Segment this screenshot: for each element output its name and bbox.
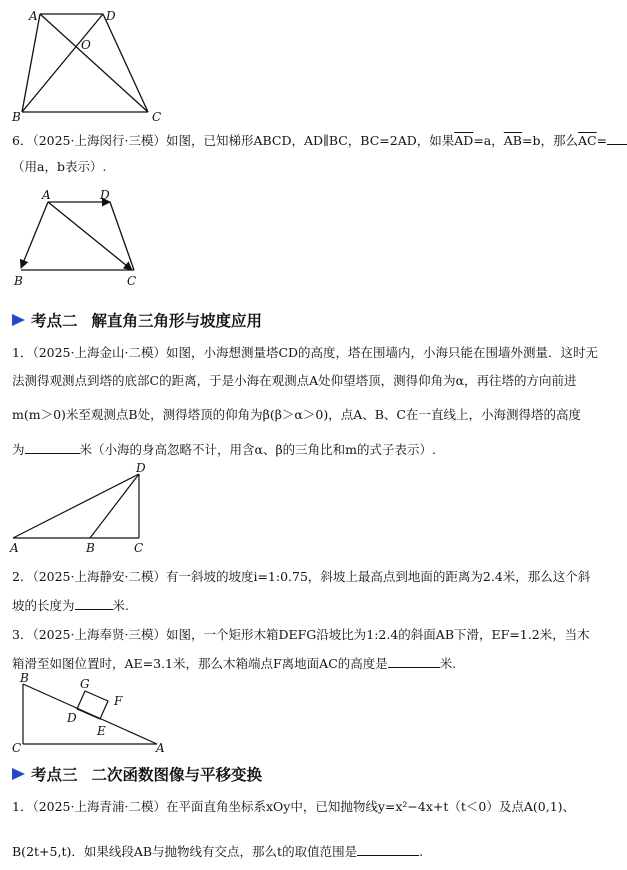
q1-line1: 1．（2025·上海金山·二模）如图，小海想测量塔CD的高度，塔在围墙内，小海只能在围墙外测量．这时无 (12, 345, 599, 360)
label-a: A (156, 741, 165, 755)
answer-blank-q1b (357, 844, 419, 856)
label-b: B (86, 541, 95, 555)
q1-line2: 法测得观测点到塔的底部C的距离，于是小海在观测点A处仰望塔顶，测得仰角为α，再往塔的方向前进 (12, 373, 577, 388)
figure-q3 (0, 672, 180, 757)
label-c: C (152, 110, 162, 124)
label-a: A (42, 188, 51, 202)
label-d: D (106, 9, 116, 23)
section-heading-2: 考点二 解直角三角形与坡度应用 (12, 309, 262, 331)
label-c: C (127, 274, 137, 288)
label-c: C (134, 541, 144, 555)
q3-line2: 箱滑至如图位置时，AE=3.1米，那么木箱端点F离地面AC的高度是 米. (12, 656, 457, 671)
q2-line2: 坡的长度为 米. (12, 598, 129, 613)
q3-line1: 3．（2025·上海奉贤·三模）如图，一个矩形木箱DEFG沿坡比为1:2.4的斜面AB下滑，EF=1.2米，当木 (12, 627, 590, 642)
q6-line1: 6．（2025·上海闵行·三模）如图，已知梯形ABCD，AD∥BC，BC=2AD，如果$\overline{AD}=a$，$\overline{AB}=b$，那么$\overline{AC}=$ (12, 133, 618, 148)
q2-line1: 2．（2025·上海静安·二模）有一斜坡的坡度i=1:0.75，斜坡上最高点到地面的距离为2.4米，那么这个斜 (12, 569, 591, 584)
q6-line2: （用a，b表示）. (12, 159, 107, 174)
q1-line4: 为 米（小海的身高忽略不计，用含α、β的三角比和m的式子表示）. (12, 442, 437, 457)
answer-blank-q3 (388, 656, 440, 668)
label-o: O (81, 38, 91, 52)
label-a: A (29, 9, 38, 23)
label-e: E (97, 724, 106, 738)
answer-blank-q6 (607, 133, 627, 145)
label-b: B (14, 274, 23, 288)
figure-q6 (0, 188, 160, 293)
label-b: B (12, 110, 21, 124)
answer-blank-q1 (25, 442, 80, 454)
label-d: D (100, 188, 110, 202)
label-b: B (20, 672, 29, 685)
label-d: D (136, 462, 146, 475)
answer-blank-q2 (75, 598, 113, 610)
label-g: G (80, 677, 90, 691)
q1b-line1: 1．（2025·上海青浦·二模）在平面直角坐标系xOy中，已知抛物线y=x²−4x+t（t＜0）及点A(0,1)、 (12, 799, 576, 814)
figure-top (0, 0, 200, 125)
section-heading-3: 考点三 二次函数图像与平移变换 (12, 763, 262, 785)
q1b-line2: B(2t+5,t)．如果线段AB与抛物线有交点，那么t的取值范围是 . (12, 844, 424, 859)
label-c: C (12, 741, 22, 755)
label-d: D (67, 711, 77, 725)
label-f: F (114, 694, 123, 708)
q1-line3: m(m＞0)米至观测点B处，测得塔顶的仰角为β(β＞α＞0)，点A、B、C在一直线上，小海测得塔的高度 (12, 407, 581, 422)
figure-q1 (0, 462, 170, 557)
section-arrow-icon (12, 314, 25, 326)
label-a: A (10, 541, 19, 555)
section-arrow-icon (12, 768, 25, 780)
